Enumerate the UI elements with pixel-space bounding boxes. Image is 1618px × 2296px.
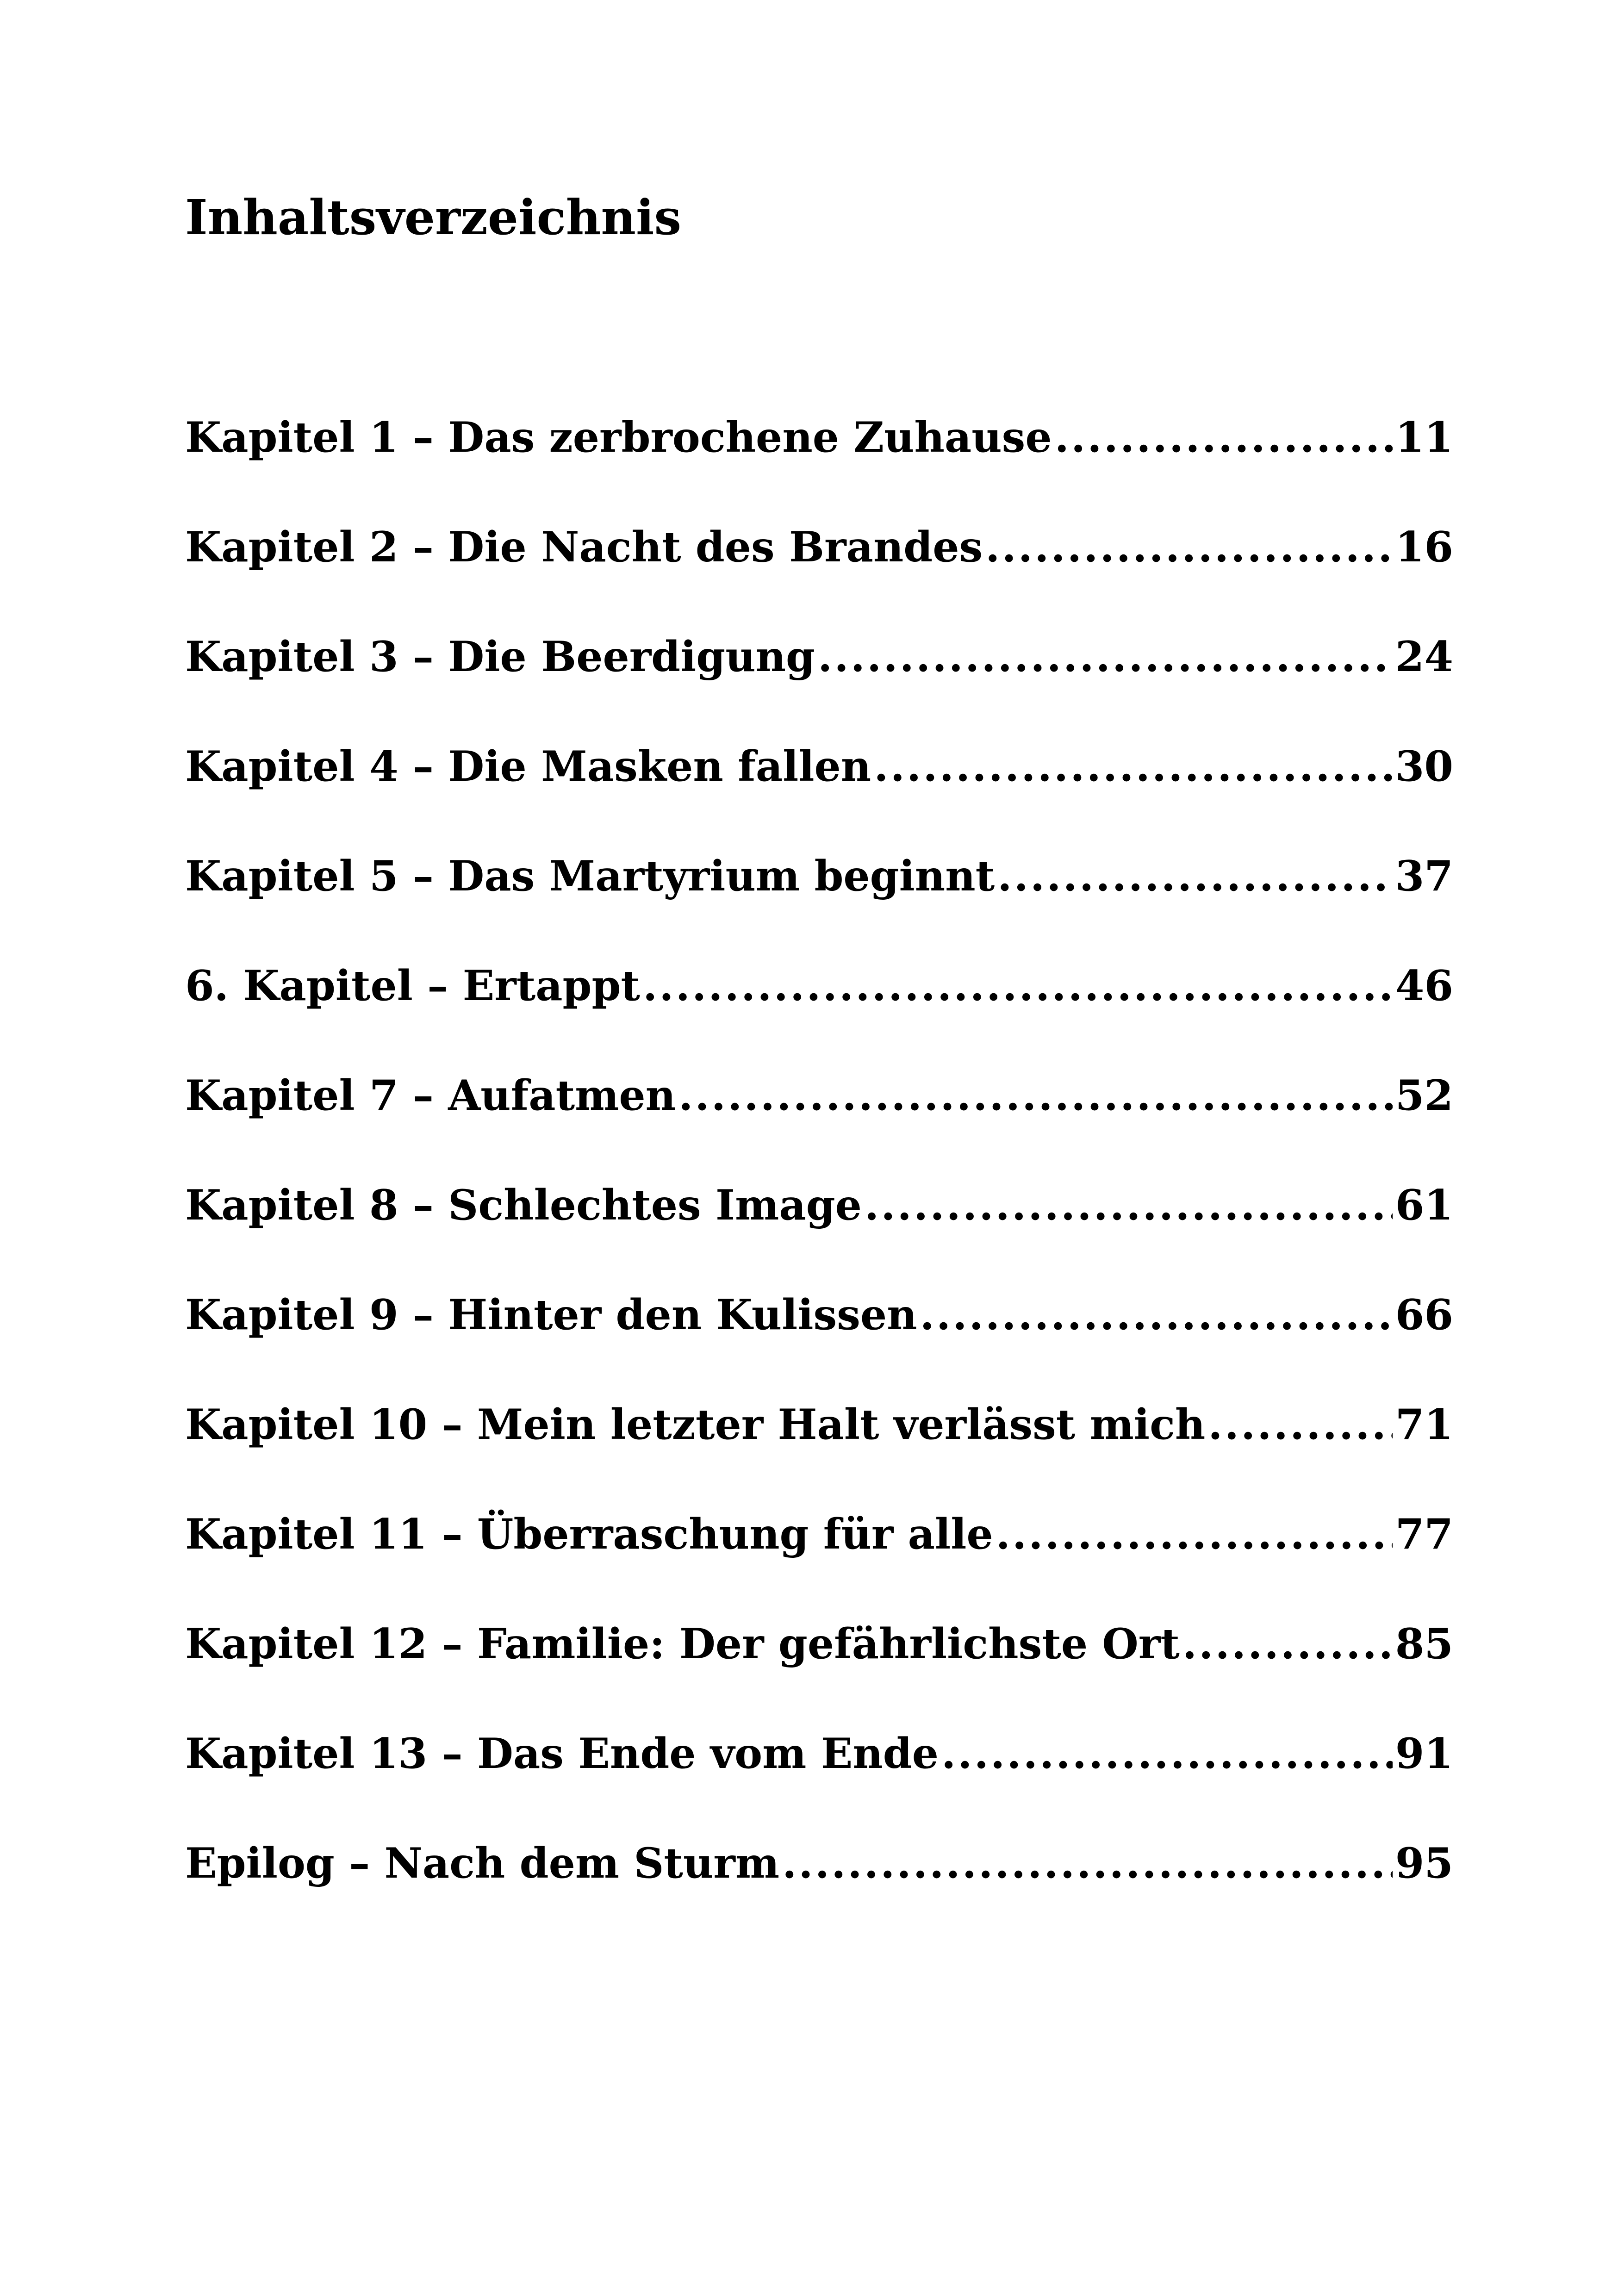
toc-entry-12[interactable] <box>185 1614 1453 1724</box>
dot-leader <box>996 1504 1393 1564</box>
dot-leader <box>874 736 1393 796</box>
toc-entry-page-number: 46 <box>1395 961 1453 1010</box>
toc-entry-page-number: 85 <box>1395 1619 1453 1668</box>
toc-entry-label: Kapitel 8 – Schlechtes Image <box>185 1181 862 1230</box>
table-of-contents <box>185 407 1453 1943</box>
toc-entry-page-number: 91 <box>1395 1729 1453 1778</box>
toc-entry-page-number: 37 <box>1395 852 1453 901</box>
dot-leader <box>678 1065 1393 1126</box>
dot-leader <box>941 1724 1393 1784</box>
toc-entry-2[interactable] <box>185 517 1453 627</box>
toc-entry-3[interactable] <box>185 627 1453 736</box>
toc-entry-1[interactable] <box>185 407 1453 517</box>
toc-entry-label: Kapitel 13 – Das Ende vom Ende <box>185 1729 939 1778</box>
dot-leader <box>997 846 1393 906</box>
toc-entry-label: Kapitel 5 – Das Martyrium beginnt <box>185 852 995 901</box>
toc-entry-page-number: 61 <box>1395 1181 1453 1230</box>
toc-entry-label: Kapitel 7 – Aufatmen <box>185 1071 676 1120</box>
toc-entry-10[interactable] <box>185 1394 1453 1504</box>
toc-entry-label: Kapitel 4 – Die Masken fallen <box>185 742 871 791</box>
toc-entry-page-number: 11 <box>1395 413 1453 462</box>
dot-leader <box>1182 1614 1393 1674</box>
toc-entry-page-number: 66 <box>1395 1290 1453 1339</box>
toc-entry-page-number: 71 <box>1395 1400 1453 1449</box>
toc-entry-7[interactable] <box>185 1065 1453 1175</box>
dot-leader <box>818 627 1393 687</box>
toc-entry-page-number: 52 <box>1395 1071 1453 1120</box>
dot-leader <box>643 956 1393 1016</box>
toc-entry-11[interactable] <box>185 1504 1453 1614</box>
toc-entry-4[interactable] <box>185 736 1453 846</box>
toc-entry-13[interactable] <box>185 1724 1453 1833</box>
toc-entry-8[interactable] <box>185 1175 1453 1285</box>
toc-entry-page-number: 30 <box>1395 742 1453 791</box>
dot-leader <box>865 1175 1393 1235</box>
toc-entry-6[interactable] <box>185 956 1453 1065</box>
toc-entry-page-number: 16 <box>1395 523 1453 572</box>
dot-leader <box>920 1285 1393 1345</box>
toc-entry-label: Kapitel 10 – Mein letzter Halt verlässt mich <box>185 1400 1206 1449</box>
dot-leader <box>782 1833 1393 1893</box>
toc-entry-label: Kapitel 9 – Hinter den Kulissen <box>185 1290 917 1339</box>
toc-entry-label: Kapitel 12 – Familie: Der gefährlichste Ort <box>185 1619 1180 1668</box>
dot-leader <box>1055 407 1393 467</box>
toc-entry-page-number: 24 <box>1395 632 1453 681</box>
toc-entry-page-number: 77 <box>1395 1510 1453 1559</box>
toc-entry-label: Kapitel 3 – Die Beerdigung <box>185 632 815 681</box>
toc-entry-label: Kapitel 11 – Überraschung für alle <box>185 1510 993 1559</box>
toc-entry-label: Kapitel 2 – Die Nacht des Brandes <box>185 523 983 572</box>
toc-entry-9[interactable] <box>185 1285 1453 1394</box>
toc-entry-epilog[interactable] <box>185 1833 1453 1943</box>
dot-leader <box>985 517 1393 577</box>
toc-entry-label: Epilog – Nach dem Sturm <box>185 1839 780 1888</box>
toc-entry-5[interactable] <box>185 846 1453 956</box>
toc-entry-label: Kapitel 1 – Das zerbrochene Zuhause <box>185 413 1052 462</box>
dot-leader <box>1208 1394 1392 1455</box>
page-title: Inhaltsverzeichnis <box>185 189 682 246</box>
toc-entry-label: 6. Kapitel – Ertappt <box>185 961 640 1010</box>
toc-entry-page-number: 95 <box>1395 1839 1453 1888</box>
